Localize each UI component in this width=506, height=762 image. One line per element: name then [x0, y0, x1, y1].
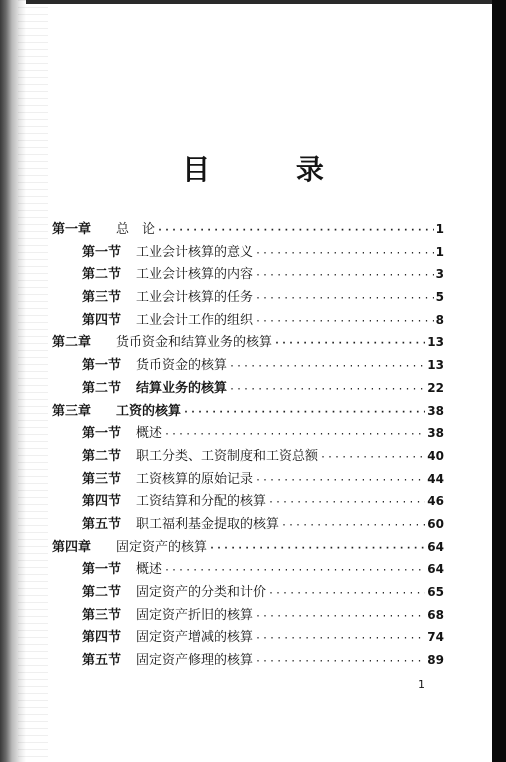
page-number: 8 — [435, 312, 444, 327]
section-title: 工资核算的原始记录 — [136, 471, 254, 487]
section-number: 第一节 — [82, 426, 122, 442]
dot-leader — [281, 515, 425, 538]
dot-leader — [157, 220, 434, 243]
section-number: 第二节 — [82, 380, 122, 396]
section-number: 第一节 — [82, 562, 122, 578]
section-title: 固定资产折旧的核算 — [136, 607, 254, 623]
chapter-title: 固定资产的核算 — [116, 539, 208, 555]
page-folio: 1 — [418, 678, 425, 691]
section-number: 第五节 — [82, 653, 122, 669]
section-title: 概述 — [136, 562, 163, 578]
page-number: 44 — [427, 471, 444, 486]
section-title: 固定资产增减的核算 — [136, 630, 254, 646]
page-number: 22 — [427, 380, 444, 395]
toc-chapter-1 — [52, 218, 444, 241]
page-number: 46 — [427, 494, 444, 509]
chapter-number: 第四章 — [52, 539, 92, 555]
scan-right-edge — [492, 0, 506, 762]
toc-chapter-4 — [52, 536, 444, 559]
page-number: 3 — [435, 267, 444, 282]
section-number: 第二节 — [82, 267, 122, 283]
section-number: 第二节 — [82, 448, 122, 464]
chapter-title: 总 论 — [116, 222, 156, 237]
dot-leader — [255, 470, 425, 493]
page-number: 64 — [427, 562, 444, 577]
chapter-title: 工资的核算 — [116, 403, 182, 419]
section-number: 第一节 — [82, 358, 122, 374]
toc-section — [52, 626, 444, 649]
section-title: 工业会计核算的意义 — [136, 244, 254, 260]
toc-section — [52, 422, 444, 445]
chapter-number: 第一章 — [52, 222, 92, 237]
toc-section — [52, 468, 444, 491]
table-of-contents — [52, 218, 444, 672]
page-number: 68 — [427, 607, 444, 622]
dot-leader — [268, 492, 425, 515]
toc-section — [52, 649, 444, 672]
section-number: 第三节 — [82, 290, 122, 306]
page-number: 40 — [427, 448, 444, 463]
page-number: 65 — [427, 585, 444, 599]
dot-leader — [164, 560, 425, 583]
toc-section — [52, 354, 444, 377]
toc-section — [52, 604, 444, 627]
chapter-title: 货币资金和结算业务的核算 — [116, 335, 273, 351]
toc-section — [52, 558, 444, 581]
section-title: 职工分类、工资制度和工资总额 — [136, 448, 319, 464]
section-number: 第三节 — [82, 471, 122, 487]
toc-section — [52, 490, 444, 513]
page-number: 60 — [427, 516, 444, 531]
chapter-number: 第三章 — [52, 403, 92, 419]
page-number: 13 — [427, 335, 444, 350]
page-number: 89 — [427, 653, 444, 668]
toc-chapter-2 — [52, 331, 444, 354]
page-number: 5 — [435, 290, 444, 305]
section-number: 第三节 — [82, 607, 122, 623]
page-number: 13 — [427, 358, 444, 373]
dot-leader — [274, 333, 425, 356]
page-number: 64 — [427, 539, 444, 554]
page-number: 38 — [427, 426, 444, 441]
dot-leader — [255, 288, 434, 311]
section-title: 固定资产的分类和计价 — [136, 585, 267, 600]
dot-leader — [183, 402, 425, 425]
section-title: 工业会计核算的内容 — [136, 267, 254, 283]
page-number: 74 — [427, 630, 444, 645]
toc-chapter-3 — [52, 400, 444, 423]
toc-section — [52, 241, 444, 264]
dot-leader — [229, 356, 425, 379]
section-title: 概述 — [136, 426, 163, 442]
scan-speckle — [18, 0, 48, 762]
dot-leader — [320, 447, 425, 470]
section-title: 工资结算和分配的核算 — [136, 494, 267, 510]
toc-section — [52, 445, 444, 468]
dot-leader — [164, 424, 425, 447]
page-title: 目 录 — [182, 153, 362, 186]
section-title: 工业会计工作的组织 — [136, 312, 254, 328]
toc-section — [52, 309, 444, 332]
scan-top-edge — [26, 0, 492, 4]
toc-section — [52, 581, 444, 604]
section-title: 工业会计核算的任务 — [136, 290, 254, 306]
section-number: 第一节 — [82, 244, 122, 260]
page-number: 38 — [427, 403, 444, 418]
dot-leader — [255, 243, 434, 266]
dot-leader — [255, 311, 434, 334]
section-number: 第二节 — [82, 585, 122, 600]
section-number: 第四节 — [82, 312, 122, 328]
dot-leader — [209, 538, 425, 561]
section-title: 职工福利基金提取的核算 — [136, 516, 280, 532]
toc-section — [52, 513, 444, 536]
dot-leader — [255, 651, 425, 674]
dot-leader — [255, 606, 425, 629]
section-number: 第五节 — [82, 516, 122, 532]
dot-leader — [229, 379, 425, 402]
page-number: 1 — [435, 244, 444, 259]
dot-leader — [268, 583, 425, 606]
section-number: 第四节 — [82, 630, 122, 646]
section-title: 结算业务的核算 — [136, 380, 228, 396]
dot-leader — [255, 628, 425, 651]
section-title: 货币资金的核算 — [136, 358, 228, 374]
chapter-number: 第二章 — [52, 335, 92, 351]
toc-section — [52, 377, 444, 400]
toc-section — [52, 263, 444, 286]
section-title: 固定资产修理的核算 — [136, 653, 254, 669]
section-number: 第四节 — [82, 494, 122, 510]
dot-leader — [255, 265, 434, 288]
toc-section — [52, 286, 444, 309]
page-number: 1 — [435, 222, 444, 236]
